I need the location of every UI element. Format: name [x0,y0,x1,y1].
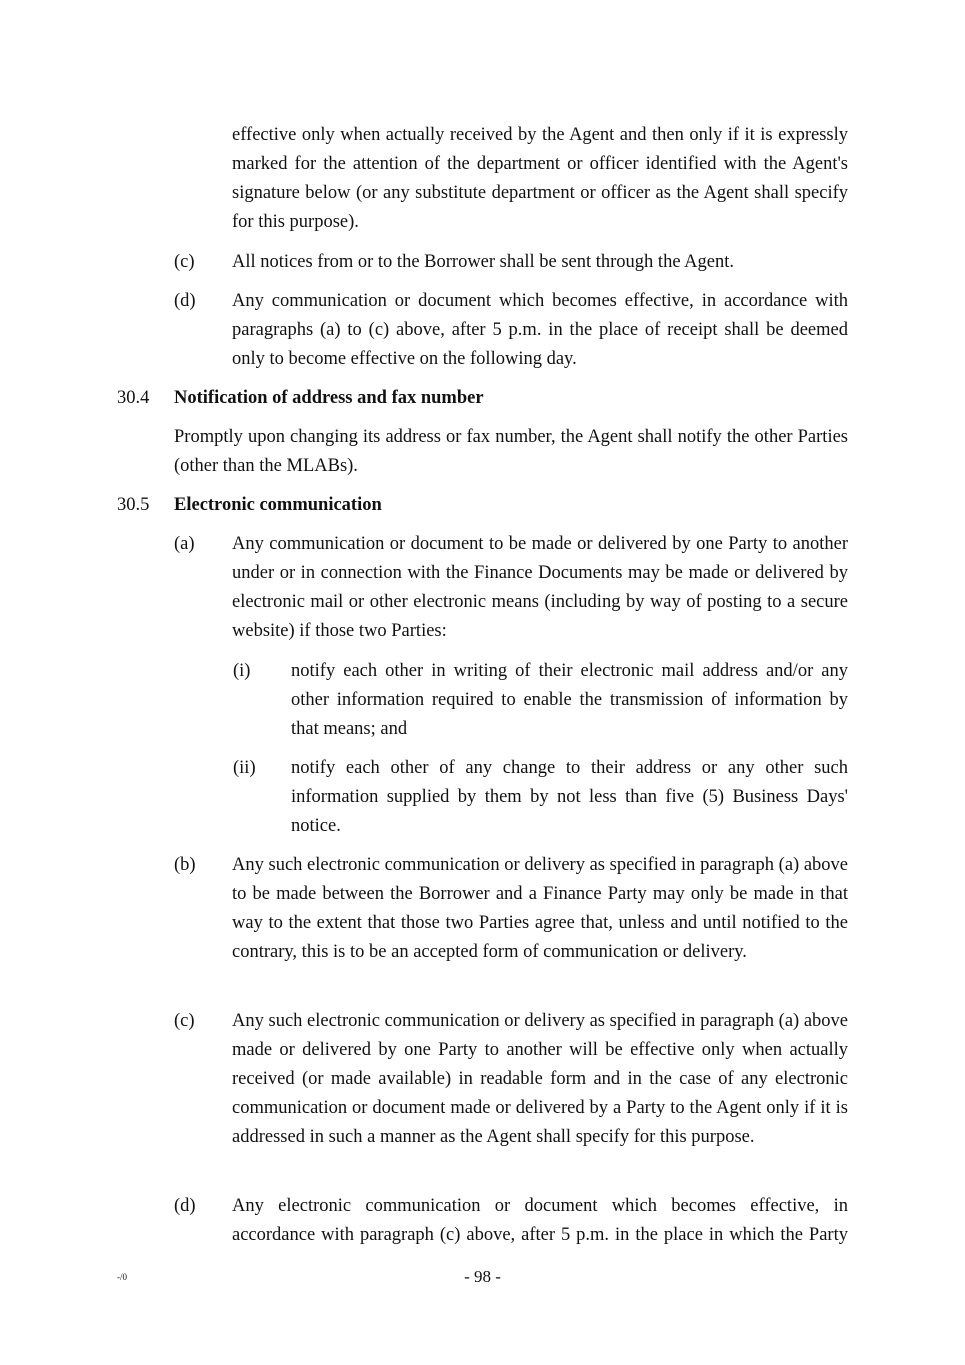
page-number: - 98 - [464,1267,501,1286]
section-body-30-4: Promptly upon changing its address or fax number, the Agent shall notify the other Parties (other than the MLABs). [174,427,848,476]
subitem-label-i: (i) [233,661,251,681]
continuation-paragraph: effective only when actually received by the Agent and then only if it is expressly marked for the attention of the department or officer identified with the Agent's signature below (or any substitute department or officer as the Agent shall specify for this purpose). [232,125,848,232]
footer-doc-ref: -/0 [117,1272,127,1282]
item-label-a: (a) [174,534,195,554]
item-text-a: Any communication or document to be made or delivered by one Party to another under or in connection with the Finance Documents may be made or delivered by electronic mail or other electronic means (including by way of posting to a secure website) if those two Parties: [232,534,848,641]
subitem-text-i: notify each other in writing of their electronic mail address and/or any other information required to enable the transmission of information by that means; and [291,661,848,739]
item-text-d-electronic: Any electronic communication or document which becomes effective, in accordance with paragraph (c) above, after 5 p.m. in the place in which the Party [232,1196,848,1245]
item-label-c-electronic: (c) [174,1011,195,1031]
section-title-30-4: Notification of address and fax number [174,388,484,408]
item-label-b: (b) [174,855,196,875]
item-label-d: (d) [174,291,196,311]
item-text-c-electronic: Any such electronic communication or delivery as specified in paragraph (a) above made or delivered by one Party to another will be effective only when actually received (or made available) in readable form and in the case of any electronic communication or document made or delivered by a Party to the Agent only if it is addressed in such a manner as the Agent shall specify for this purpose. [232,1011,848,1147]
section-number-30-4: 30.4 [117,388,150,408]
section-title-30-5: Electronic communication [174,495,382,515]
item-label-c: (c) [174,252,195,272]
section-number-30-5: 30.5 [117,495,150,515]
item-text-c: All notices from or to the Borrower shall be sent through the Agent. [232,252,734,272]
subitem-label-ii: (ii) [233,758,256,778]
item-text-b: Any such electronic communication or delivery as specified in paragraph (a) above to be made between the Borrower and a Finance Party may only be made in that way to the extent that those two Parties agree that, unless and until notified to the contrary, this is to be an accepted form of communication or delivery. [232,855,848,962]
item-label-d-electronic: (d) [174,1196,196,1216]
item-text-d: Any communication or document which becomes effective, in accordance with paragraphs (a) to (c) above, after 5 p.m. in the place of receipt shall be deemed only to become effective on the following day. [232,291,848,369]
subitem-text-ii: notify each other of any change to their address or any other such information supplied by them by not less than five (5) Business Days' notice. [291,758,848,836]
